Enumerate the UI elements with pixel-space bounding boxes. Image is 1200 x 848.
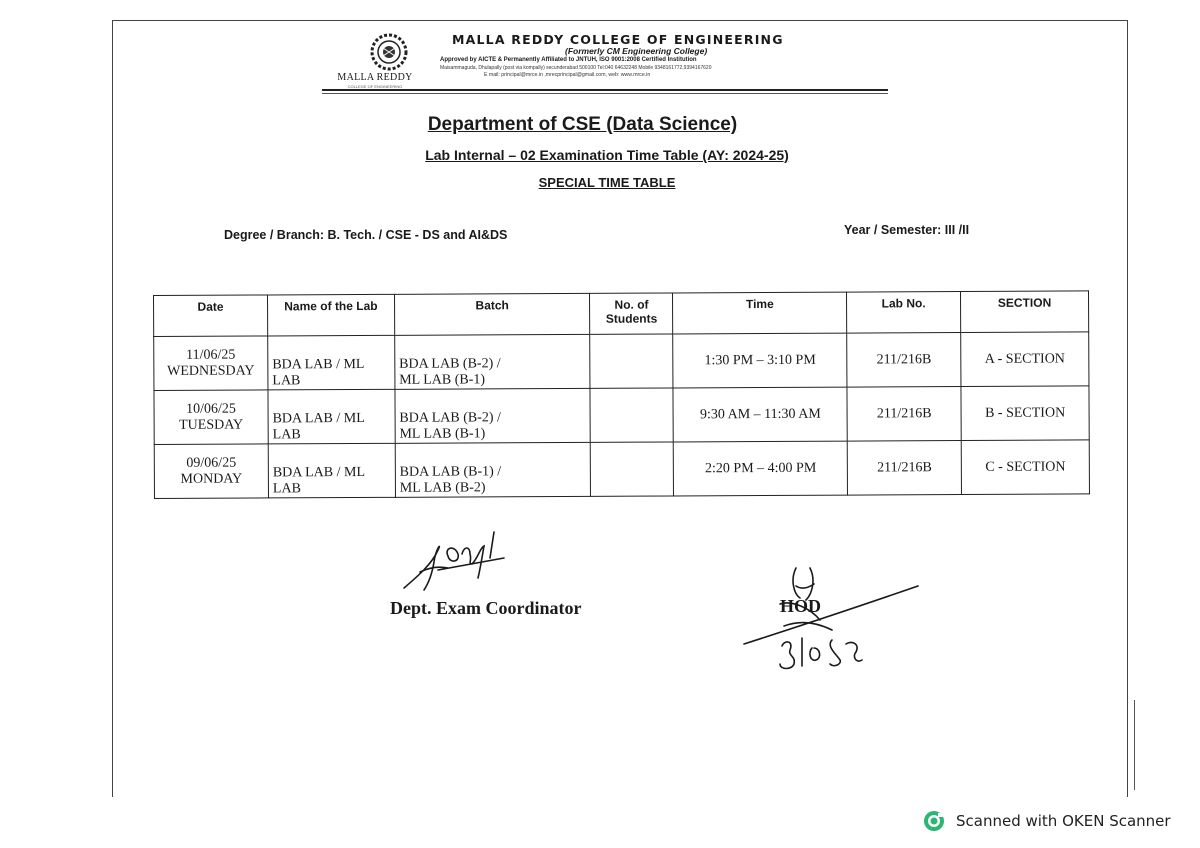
day-text: MONDAY bbox=[180, 471, 243, 487]
coordinator-label: Dept. Exam Coordinator bbox=[390, 598, 582, 618]
cell-lab-name: BDA LAB / ML LAB bbox=[268, 443, 395, 498]
special-timetable-title: SPECIAL TIME TABLE bbox=[538, 175, 676, 190]
cell-lab-no: 211/216B bbox=[847, 333, 961, 388]
cell-section: A - SECTION bbox=[961, 332, 1089, 387]
cell-batch bbox=[395, 388, 591, 443]
batch-line-1: BDA LAB (B-1) / bbox=[399, 464, 502, 480]
batch-line-1: BDA LAB (B-2) / bbox=[399, 410, 501, 426]
college-contact: E mail: principal@mrce.in ,mrecprincipal@gmail.com, web: www.mrce.in bbox=[484, 72, 651, 78]
cell-section: C - SECTION bbox=[961, 440, 1089, 495]
college-formerly: (Formerly CM Engineering College) bbox=[565, 46, 708, 56]
batch-line-2: ML LAB (B-1) bbox=[399, 372, 486, 388]
scanner-logo-icon bbox=[922, 809, 946, 833]
cell-time: 2:20 PM – 4:00 PM bbox=[674, 441, 848, 496]
table-row bbox=[154, 386, 1089, 445]
college-address: Maisammaguda, Dhulapally (post via kompally) secunderabad 500100 Tel:040 64632248 Mobile 9348161772,9394167620 bbox=[440, 65, 712, 71]
date-text: 10/06/25 bbox=[186, 401, 236, 417]
cell-batch bbox=[395, 442, 591, 497]
cell-lab-no: 211/216B bbox=[847, 441, 961, 496]
header-batch: Batch bbox=[394, 293, 590, 335]
logo-sublabel: COLLEGE OF ENGINEERING bbox=[347, 84, 403, 89]
hod-signature-icon bbox=[740, 560, 924, 676]
table-row bbox=[154, 440, 1089, 499]
header-lab-no: Lab No. bbox=[847, 292, 961, 334]
date-text: 11/06/25 bbox=[186, 347, 236, 363]
scanner-text: Scanned with OKEN Scanner bbox=[956, 812, 1171, 830]
cell-time: 1:30 PM – 3:10 PM bbox=[673, 333, 847, 388]
batch-line-2: ML LAB (B-1) bbox=[399, 426, 486, 442]
page-edge-line bbox=[1134, 700, 1135, 790]
letterhead bbox=[322, 28, 888, 96]
scanner-watermark bbox=[922, 808, 1171, 834]
table-row bbox=[154, 332, 1089, 391]
table-header-row bbox=[154, 291, 1089, 337]
degree-branch: Degree / Branch: B. Tech. / CSE - DS and AI&DS bbox=[224, 228, 508, 242]
cell-time: 9:30 AM – 11:30 AM bbox=[673, 387, 847, 442]
cell-date bbox=[154, 444, 268, 499]
logo-label: MALLA REDDY bbox=[337, 72, 413, 83]
cell-students bbox=[590, 388, 673, 442]
year-semester: Year / Semester: III /II bbox=[844, 223, 970, 237]
header-date: Date bbox=[154, 295, 268, 337]
cell-date bbox=[154, 336, 268, 391]
letterhead-rule-thin bbox=[322, 93, 888, 94]
batch-line-2: ML LAB (B-2) bbox=[399, 480, 486, 496]
coordinator-signature-icon bbox=[398, 528, 510, 602]
letterhead-rule bbox=[322, 89, 888, 91]
hod-label: HOD bbox=[780, 596, 822, 616]
header-lab-name: Name of the Lab bbox=[267, 294, 394, 336]
cell-date bbox=[154, 390, 268, 445]
day-text: TUESDAY bbox=[179, 417, 244, 433]
batch-line-1: BDA LAB (B-2) / bbox=[399, 356, 501, 372]
department-title: Department of CSE (Data Science) bbox=[427, 114, 738, 135]
cell-students bbox=[590, 334, 673, 388]
header-section: SECTION bbox=[961, 291, 1089, 333]
timetable bbox=[153, 290, 1090, 499]
college-approval-line: Approved by AICTE & Permanently Affiliated to JNTUH, ISO 9001:2008 Certified Institution bbox=[440, 57, 697, 63]
cell-lab-name: BDA LAB / ML LAB bbox=[268, 389, 395, 444]
cell-lab-no: 211/216B bbox=[847, 387, 961, 442]
cell-section: B - SECTION bbox=[961, 386, 1089, 441]
cell-students bbox=[591, 442, 674, 496]
exam-title: Lab Internal – 02 Examination Time Table (AY: 2024-25) bbox=[425, 147, 789, 163]
college-name: MALLA REDDY COLLEGE OF ENGINEERING bbox=[452, 32, 784, 47]
cell-lab-name: BDA LAB / ML LAB bbox=[268, 335, 395, 390]
day-text: WEDNESDAY bbox=[167, 363, 255, 379]
date-text: 09/06/25 bbox=[186, 455, 237, 471]
header-students: No. of Students bbox=[590, 293, 673, 334]
cell-batch bbox=[394, 334, 590, 389]
header-time: Time bbox=[673, 292, 847, 334]
